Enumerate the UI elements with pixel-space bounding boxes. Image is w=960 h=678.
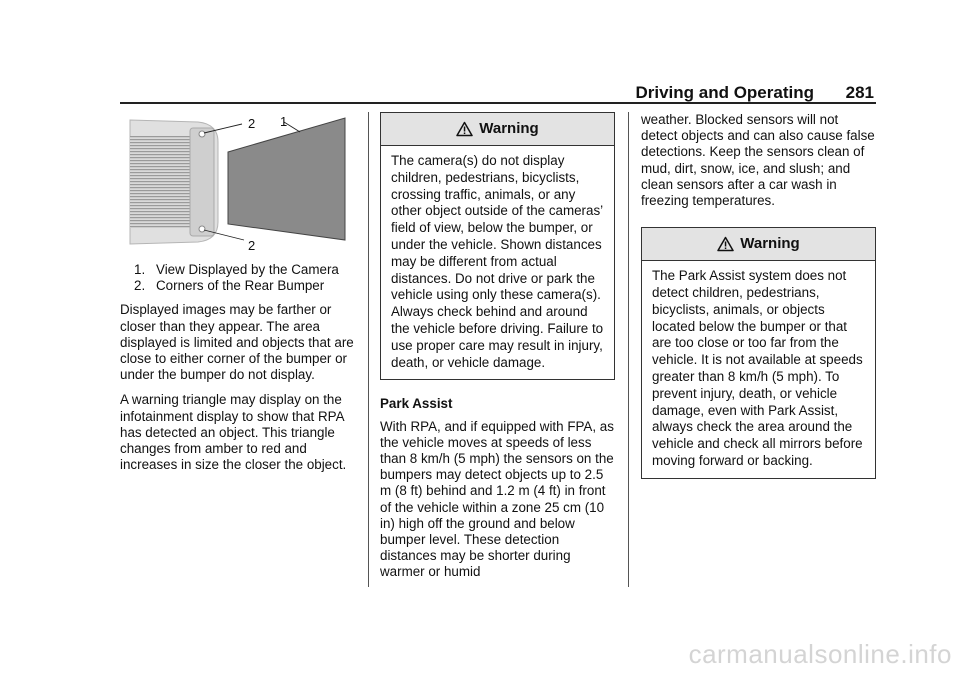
warning-title: Warning	[740, 235, 800, 253]
page-header	[120, 80, 876, 104]
callout-2-top: 2	[248, 116, 256, 131]
watermark: carmanualsonline.info	[688, 639, 952, 669]
figure-captions	[120, 262, 356, 294]
paragraph: With RPA, and if equipped with FPA, as the vehicle moves at speeds of less than 8 km/h (5 mph) the sensors on the bumpers may detect objects up to 2.5 m (8 ft) behind and 1.2 m (4 ft) in front of the vehicle within a zone 25 cm (10 in) high off the ground and below bumper level. These detection distances may be shorter during warmer or humid	[380, 418, 614, 580]
paragraph: weather. Blocked sensors will not detect objects and can also cause false detections. Keep the sensors clean of mud, dirt, snow, ice, and slush; and clean sensors after a car wash in freezing temperatures.	[641, 112, 875, 209]
paragraph: Displayed images may be farther or closer than they appear. The area displayed is limited and objects that are close to either corner of the bumper or under the bumper do not display.	[120, 302, 354, 383]
warning-text: The Park Assist system does not detect children, pedestrians, bicyclists, animals, or objects located below the bumper or that are too close or too far from the vehicle. It is not available at speeds greater than 8 km/h (5 mph). To prevent injury, death, or vehicle damage, even with Park Assist, always check the area around the vehicle and check all mirrors before moving forward or backing.	[652, 268, 863, 468]
warning-triangle-icon	[456, 121, 473, 137]
caption-text: View Displayed by the Camera	[156, 262, 339, 277]
warning-header	[642, 228, 875, 261]
section-heading: Park Assist	[380, 396, 453, 412]
caption-item	[134, 262, 356, 278]
warning-title: Warning	[479, 119, 539, 137]
warning-header	[381, 113, 614, 146]
caption-number: 1.	[134, 262, 146, 277]
caption-text: Corners of the Rear Bumper	[156, 278, 325, 294]
callout-1: 1	[280, 114, 288, 129]
paragraph: A warning triangle may display on the infotainment display to show that RPA has detected an object. This triangle changes from amber to red and increases in size the closer the object.	[120, 392, 347, 473]
page-number: 281	[845, 83, 874, 102]
caption-item	[134, 278, 356, 294]
column-divider	[368, 112, 369, 587]
rear-camera-figure	[120, 112, 356, 252]
warning-text: The camera(s) do not display children, pedestrians, bicyclists, crossing traffic, animals, or any other object outside of the cameras’ field of view, below the bumper, or under the vehicle. Shown distances may be different from actual distances. Do not drive or park the vehicle using only these camera(s). Always check behind and around the vehicle before driving. Failure to use proper care may result in injury, death, or vehicle damage.	[391, 153, 604, 370]
caption-number: 2.	[134, 278, 146, 294]
rear-bumper-illustration	[120, 112, 356, 252]
warning-triangle-icon	[717, 236, 734, 252]
column-divider	[628, 112, 629, 587]
camera-warning-box	[380, 112, 615, 380]
section-title: Driving and Operating	[635, 83, 814, 102]
column-2	[380, 112, 615, 590]
column-1	[120, 112, 356, 482]
callout-2-bottom: 2	[248, 238, 256, 252]
park-assist-warning-box	[641, 227, 876, 479]
column-3	[641, 112, 876, 495]
